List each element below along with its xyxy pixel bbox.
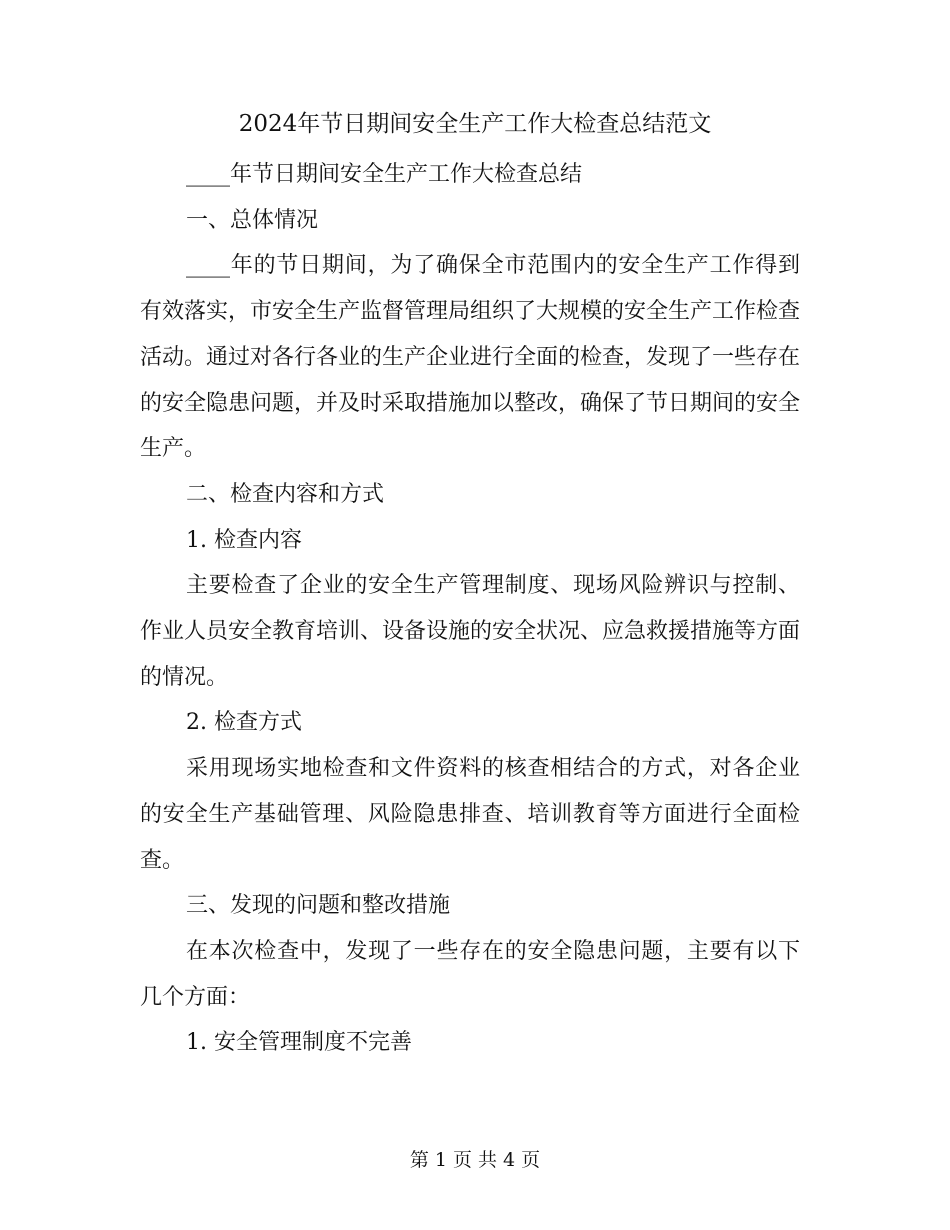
- section-heading-content-method: 二、检查内容和方式: [186, 481, 385, 507]
- document-title: 2024年节日期间安全生产工作大检查总结范文: [238, 111, 712, 137]
- section-heading-problems: 三、发现的问题和整改措施: [186, 893, 451, 919]
- subheading-safety-management: 1. 安全管理制度不完善: [186, 1030, 412, 1056]
- inspection-method-paragraph: 采用现场实地检查和文件资料的核查相结合的方式，对各企业的安全生产基础管理、风险隐患排查、培训教育等方面进行全面检查。: [140, 756, 800, 873]
- subheading-inspection-method: 2. 检查方式: [186, 710, 302, 736]
- inspection-content-paragraph: 主要检查了企业的安全生产管理制度、现场风险辨识与控制、作业人员安全教育培训、设备设施的安全状况、应急救援措施等方面的情况。: [140, 573, 801, 690]
- overview-paragraph: ____年的节日期间，为了确保全市范围内的安全生产工作得到有效落实，市安全生产监督管理局组织了大规模的安全生产工作检查活动。通过对各行各业的生产企业进行全面的检查，发现了一些存在的安全隐患问题，并及时采取措施加以整改，确保了节日期间的安全生产。: [140, 253, 801, 462]
- subtitle-paragraph: ____年节日期间安全生产工作大检查总结: [186, 162, 583, 187]
- problems-intro-paragraph: 在本次检查中，发现了一些存在的安全隐患问题，主要有以下几个方面：: [140, 938, 800, 1010]
- document-body: [140, 152, 800, 1066]
- page-footer: 第 1 页 共 4 页: [409, 1149, 541, 1171]
- subheading-inspection-content: 1. 检查内容: [186, 527, 302, 553]
- section-heading-overview: 一、总体情况: [186, 207, 319, 233]
